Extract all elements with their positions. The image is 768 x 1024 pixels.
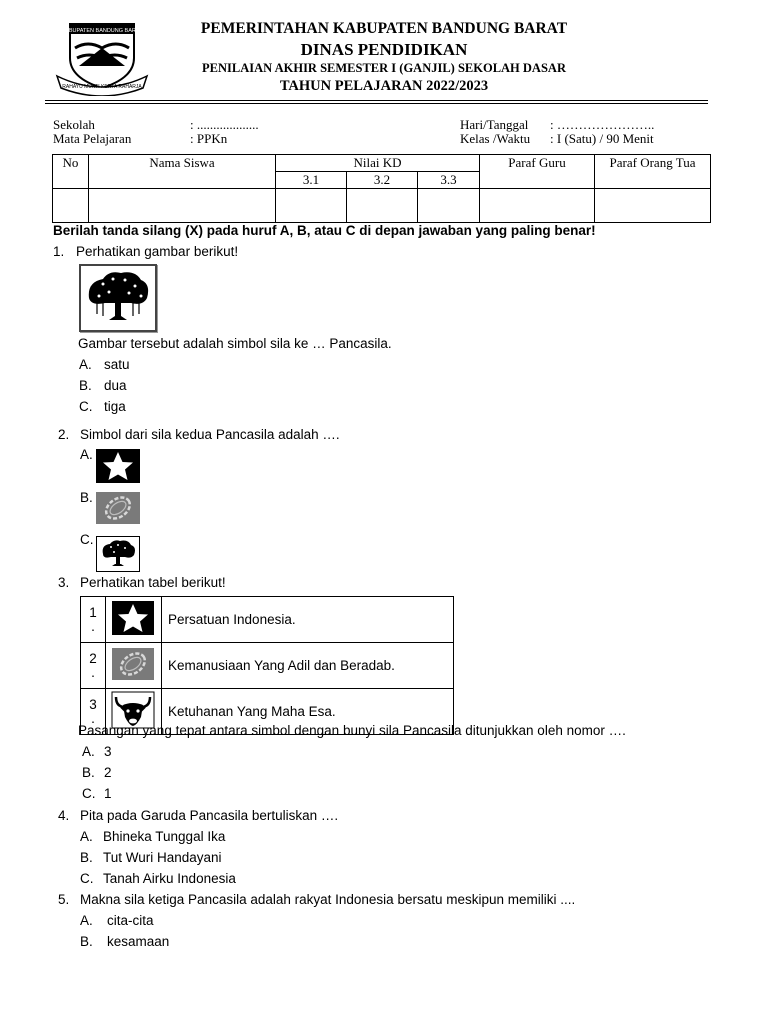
pair-row-2-number: 2 . xyxy=(81,643,106,689)
svg-text:KABUPATEN BANDUNG BARAT: KABUPATEN BANDUNG BARAT xyxy=(61,28,143,34)
question-4-text: Pita pada Garuda Pancasila bertuliskan …. xyxy=(80,808,339,823)
chain-icon[interactable] xyxy=(96,492,140,524)
grade-cell-teacher[interactable] xyxy=(480,189,595,223)
q3-option-b-text[interactable]: 2 xyxy=(104,765,112,780)
q3-option-a-text[interactable]: 3 xyxy=(104,744,112,759)
q4-option-c-letter[interactable]: C. xyxy=(80,871,94,886)
q2-option-b-letter[interactable]: B. xyxy=(80,490,93,505)
star-icon xyxy=(106,597,162,643)
question-1-text: Perhatikan gambar berikut! xyxy=(76,244,239,259)
svg-text:RAHAYU MUKTI KERTA RAHARJA: RAHAYU MUKTI KERTA RAHARJA xyxy=(62,84,142,90)
q4-option-a-letter[interactable]: A. xyxy=(80,829,93,844)
q1-option-a-letter[interactable]: A. xyxy=(79,357,92,372)
instruction: Berilah tanda silang (X) pada huruf A, B, atau C di depan jawaban yang paling benar! xyxy=(53,223,596,238)
grade-cell-kd1[interactable] xyxy=(276,189,347,223)
q5-option-a-letter[interactable]: A. xyxy=(80,913,93,928)
q3-option-c-letter[interactable]: C. xyxy=(82,786,96,801)
q1-option-b-text[interactable]: dua xyxy=(104,378,127,393)
q3-option-a-letter[interactable]: A. xyxy=(82,744,95,759)
q4-option-c-text[interactable]: Tanah Airku Indonesia xyxy=(103,871,236,886)
q1-option-c-text[interactable]: tiga xyxy=(104,399,126,414)
q2-option-c-letter[interactable]: C. xyxy=(80,532,94,547)
q3-option-b-letter[interactable]: B. xyxy=(82,765,95,780)
grade-cell-name[interactable] xyxy=(89,189,276,223)
q2-option-a-letter[interactable]: A. xyxy=(80,447,93,462)
q5-option-b-text[interactable]: kesamaan xyxy=(107,934,170,949)
header-year: TAHUN PELAJARAN 2022/2023 xyxy=(279,78,489,94)
question-2-text: Simbol dari sila kedua Pancasila adalah …. xyxy=(80,427,340,442)
q5-option-a-text[interactable]: cita-cita xyxy=(107,913,154,928)
grade-cell-kd2[interactable] xyxy=(347,189,418,223)
symbol-pair-table xyxy=(80,596,454,735)
pair-row-3-text: Ketuhanan Yang Maha Esa. xyxy=(162,689,454,735)
question-3-stem: Pasangan yang tepat antara simbol dengan bunyi sila Pancasila ditunjukkan oleh nomor …. xyxy=(78,723,626,738)
q3-option-c-text[interactable]: 1 xyxy=(104,786,112,801)
class-label: Kelas /Waktu xyxy=(460,131,531,146)
question-5-text: Makna sila ketiga Pancasila adalah rakyat Indonesia bersatu meskipun memiliki .... xyxy=(80,892,576,907)
q4-option-a-text[interactable]: Bhineka Tunggal Ika xyxy=(103,829,226,844)
grade-kd-2: 3.2 xyxy=(347,172,418,189)
date-value: : ………………….. xyxy=(550,117,655,132)
header-rule-bottom xyxy=(45,103,708,104)
pair-row-1-number: 1 . xyxy=(81,597,106,643)
pair-row-3-number: 3 . xyxy=(81,689,106,735)
grade-cell-no[interactable] xyxy=(53,189,89,223)
question-3-number: 3. xyxy=(58,575,70,590)
grade-col-name: Nama Siswa xyxy=(89,155,276,189)
q1-option-a-text[interactable]: satu xyxy=(104,357,130,372)
header-exam: PENILAIAN AKHIR SEMESTER I (GANJIL) SEKOLAH DASAR xyxy=(202,61,566,75)
subject-value: : PPKn xyxy=(190,131,228,146)
grade-col-no: No xyxy=(53,155,89,189)
grade-kd-1: 3.1 xyxy=(276,172,347,189)
grade-col-kd: Nilai KD xyxy=(276,155,480,172)
star-icon[interactable] xyxy=(96,449,140,483)
school-value: : ................... xyxy=(190,117,259,132)
banyan-tree-icon[interactable] xyxy=(96,536,140,572)
grade-col-teacher: Paraf Guru xyxy=(480,155,595,189)
grade-cell-parent[interactable] xyxy=(595,189,711,223)
q1-option-c-letter[interactable]: C. xyxy=(79,399,93,414)
q1-option-b-letter[interactable]: B. xyxy=(79,378,92,393)
class-value: : I (Satu) / 90 Menit xyxy=(550,131,654,146)
question-4-number: 4. xyxy=(58,808,70,823)
question-2-number: 2. xyxy=(58,427,70,442)
q4-option-b-letter[interactable]: B. xyxy=(80,850,93,865)
q5-option-b-letter[interactable]: B. xyxy=(80,934,93,949)
pair-row-2-text: Kemanusiaan Yang Adil dan Beradab. xyxy=(162,643,454,689)
grade-kd-3: 3.3 xyxy=(418,172,480,189)
grade-cell-kd3[interactable] xyxy=(418,189,480,223)
date-label: Hari/Tanggal xyxy=(460,117,529,132)
question-5-number: 5. xyxy=(58,892,70,907)
school-label: Sekolah xyxy=(53,117,95,132)
grade-table xyxy=(52,154,711,223)
banyan-tree-icon xyxy=(79,264,157,332)
grade-col-parent: Paraf Orang Tua xyxy=(595,155,711,189)
subject-label: Mata Pelajaran xyxy=(53,131,132,146)
pair-row-1-text: Persatuan Indonesia. xyxy=(162,597,454,643)
question-1-number: 1. xyxy=(53,244,65,259)
question-3-text: Perhatikan tabel berikut! xyxy=(80,575,226,590)
header-government: PEMERINTAHAN KABUPATEN BANDUNG BARAT xyxy=(200,20,568,37)
question-1-stem: Gambar tersebut adalah simbol sila ke … Pancasila. xyxy=(78,336,392,351)
chain-icon xyxy=(106,643,162,689)
q4-option-b-text[interactable]: Tut Wuri Handayani xyxy=(103,850,222,865)
header-rule-top xyxy=(45,100,708,101)
header-office: DINAS PENDIDIKAN xyxy=(300,40,468,59)
